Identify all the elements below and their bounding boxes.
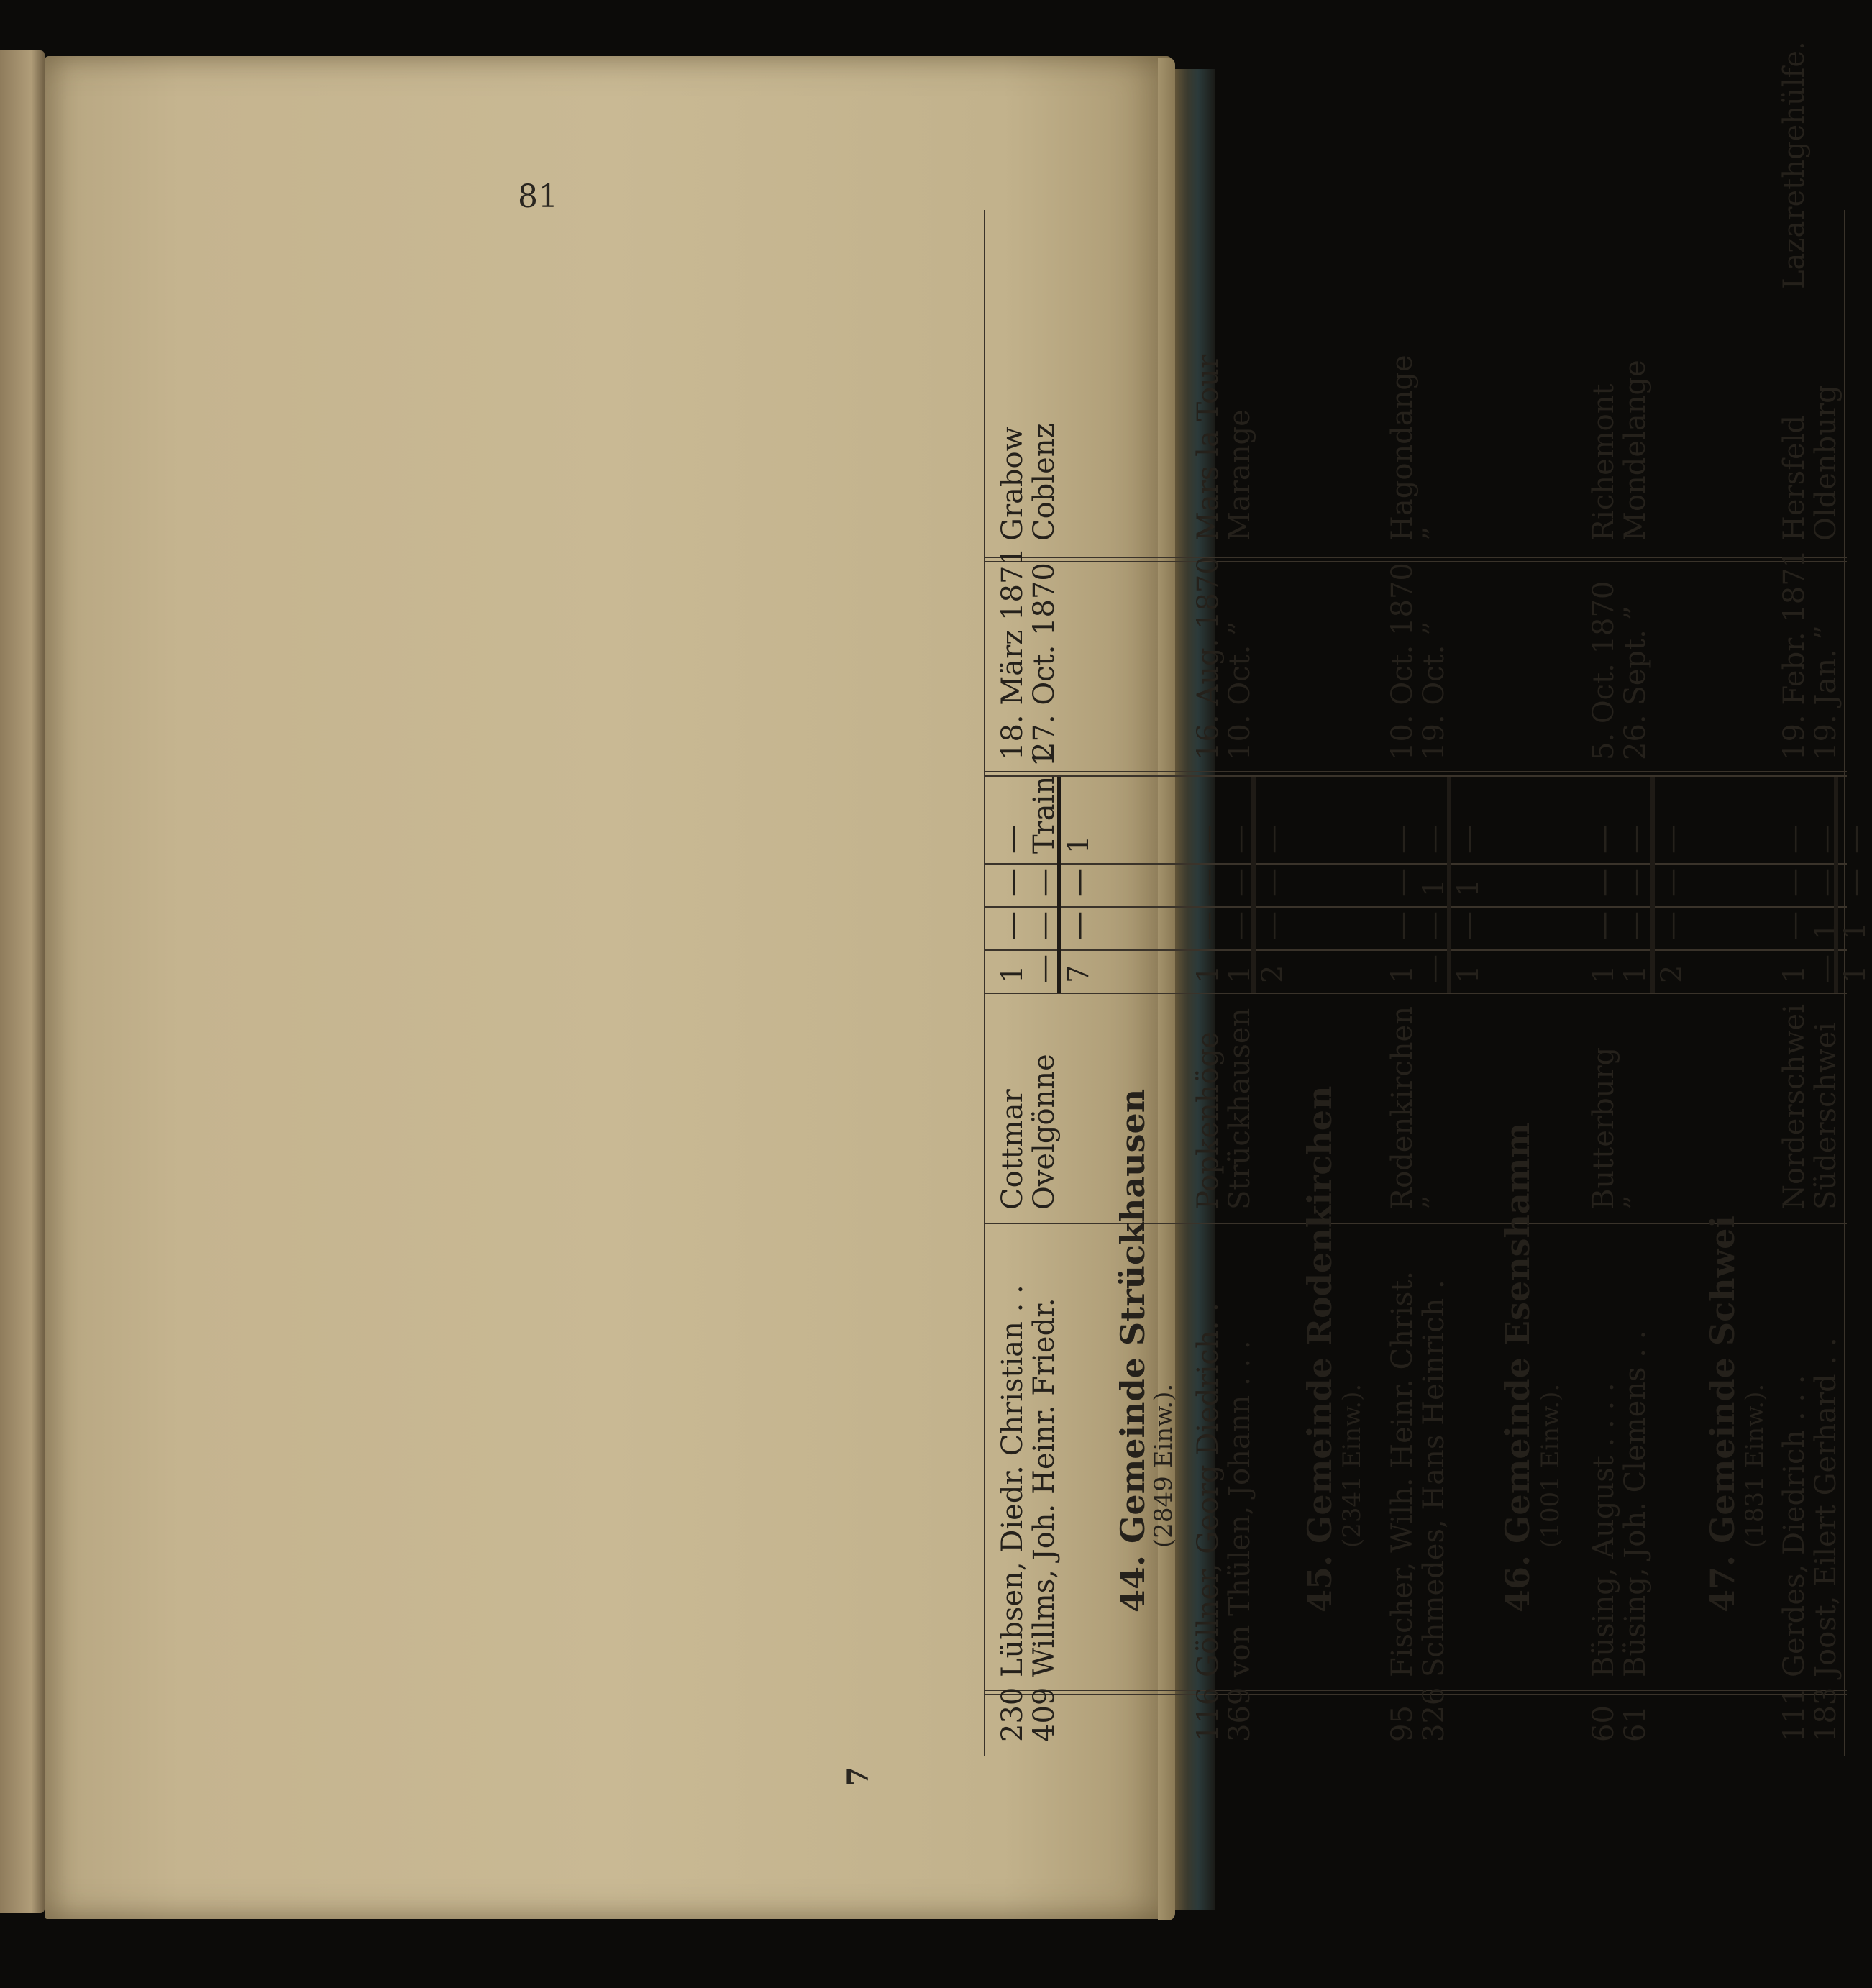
entry-c4: — bbox=[1386, 825, 1419, 854]
subtotal-c2: — bbox=[1656, 911, 1689, 940]
entry-place: Norderschwei bbox=[1778, 1004, 1811, 1210]
entry-name: Büsing, August . . . . bbox=[1587, 1382, 1620, 1677]
entry-nr: 95 bbox=[1386, 1705, 1419, 1742]
col-sep-place bbox=[984, 993, 1847, 994]
entry-c2: — bbox=[1028, 911, 1061, 940]
entry-c2: — bbox=[1619, 911, 1652, 940]
entry-date: 19. Oct. ” bbox=[1417, 621, 1451, 760]
entry-c1: 1 bbox=[996, 965, 1029, 983]
entry-c4: — bbox=[1223, 825, 1256, 854]
entry-c1: — bbox=[1809, 954, 1843, 983]
col-sep-c1 bbox=[984, 949, 1847, 951]
entry-place: Ovelgönne bbox=[1028, 1054, 1061, 1210]
section-subtitle: (2849 Einw.). bbox=[1149, 1383, 1178, 1548]
section-title: 45. Gemeinde Rodenkirchen bbox=[1300, 1085, 1339, 1613]
entry-c2: — bbox=[1417, 911, 1451, 940]
entry-place: ” bbox=[1417, 1195, 1451, 1210]
subtotal-rule bbox=[1834, 777, 1838, 993]
entry-date: 27. Oct. 1870 bbox=[1028, 562, 1061, 760]
entry-battle: Hersfeld bbox=[1778, 414, 1811, 541]
subtotal-c3: — bbox=[1256, 868, 1289, 897]
entry-c1: — bbox=[1417, 954, 1451, 983]
entry-c3: — bbox=[1619, 868, 1652, 897]
entry-c2: — bbox=[1778, 911, 1811, 940]
entry-c3: — bbox=[1778, 868, 1811, 897]
entry-date: 10. Oct. ” bbox=[1223, 621, 1256, 760]
entry-c3: — bbox=[1192, 868, 1225, 897]
entry-battle: Coblenz bbox=[1028, 423, 1061, 541]
entry-place: Strückhausen bbox=[1223, 1008, 1256, 1210]
col-sep-c4 bbox=[984, 775, 1847, 777]
entry-c4: — bbox=[1778, 825, 1811, 854]
subtotal-c4: 1 bbox=[1062, 835, 1095, 854]
entry-date: 19. Febr. 1871 bbox=[1778, 549, 1811, 760]
subtotal-c3: — bbox=[1656, 868, 1689, 897]
subtotal-c1: 7 bbox=[1062, 965, 1095, 983]
subtotal-c1: 1 bbox=[1839, 965, 1872, 983]
entry-nr: 60 bbox=[1587, 1705, 1620, 1742]
entry-nr: 409 bbox=[1028, 1687, 1061, 1742]
entry-c1: — bbox=[1028, 954, 1061, 983]
subtotal-c2: — bbox=[1062, 911, 1095, 940]
col-sep-nr bbox=[984, 1694, 1847, 1695]
entry-name: Willms, Joh. Heinr. Friedr. bbox=[1028, 1298, 1061, 1677]
col-sep-c2 bbox=[984, 906, 1847, 908]
page-number: 81 bbox=[518, 178, 558, 215]
subtotal-c1: 1 bbox=[1452, 965, 1485, 983]
subtotal-c3: — bbox=[1062, 868, 1095, 897]
subtotal-rule bbox=[1650, 777, 1655, 993]
entry-name: von Thülen, Johann . . . bbox=[1223, 1340, 1256, 1677]
entry-c3: — bbox=[996, 868, 1029, 897]
subtotal-c3: — bbox=[1839, 868, 1872, 897]
col-sep-c3 bbox=[984, 863, 1847, 865]
left-page-edge bbox=[0, 50, 45, 1913]
entry-nr: 183 bbox=[1809, 1687, 1843, 1742]
entry-c3: — bbox=[1223, 868, 1256, 897]
casualty-table bbox=[984, 41, 1872, 1756]
entry-c4: — bbox=[1809, 825, 1843, 854]
entry-c1: 1 bbox=[1587, 965, 1620, 983]
entry-c1: 1 bbox=[1619, 965, 1652, 983]
entry-name: Göllner, Georg Diedrich. . bbox=[1192, 1303, 1225, 1677]
section-title: 44. Gemeinde Strückhausen bbox=[1113, 1088, 1152, 1613]
entry-c2: — bbox=[1223, 911, 1256, 940]
entry-date: 10. Oct. 1870 bbox=[1386, 562, 1419, 760]
subtotal-c1: 2 bbox=[1656, 965, 1689, 983]
section-subtitle: (1001 Einw.). bbox=[1536, 1383, 1565, 1548]
entry-c3: — bbox=[1386, 868, 1419, 897]
entry-name: Schmedes, Hans Heinrich . bbox=[1417, 1280, 1451, 1677]
entry-nr: 116 bbox=[1192, 1687, 1225, 1742]
subtotal-c1: 2 bbox=[1256, 965, 1289, 983]
entry-c4: — bbox=[1587, 825, 1620, 854]
entry-place: Cottmar bbox=[996, 1089, 1029, 1210]
entry-battle: Hagondange bbox=[1386, 355, 1419, 541]
entry-c2: — bbox=[1386, 911, 1419, 940]
entry-battle: Mars la Tour bbox=[1192, 354, 1225, 541]
entry-c1: 1 bbox=[1192, 965, 1225, 983]
entry-c1: 1 bbox=[1778, 965, 1811, 983]
entry-c2: 1 bbox=[1809, 921, 1843, 940]
entry-c3: — bbox=[1028, 868, 1061, 897]
subtotal-c2: 1 bbox=[1839, 921, 1872, 940]
entry-name: Fischer, Wilh. Heinr. Christ. bbox=[1386, 1270, 1419, 1677]
subtotal-c2: — bbox=[1256, 911, 1289, 940]
entry-place: ” bbox=[1619, 1195, 1652, 1210]
entry-battle: Oldenburg bbox=[1809, 385, 1843, 541]
subtotal-rule bbox=[1057, 777, 1061, 993]
col-sep-nr-double bbox=[984, 1690, 1847, 1691]
entry-c3: — bbox=[1587, 868, 1620, 897]
entry-c1: 1 bbox=[1223, 965, 1256, 983]
entry-c4: Train 1 bbox=[1028, 748, 1061, 854]
col-sep-c4-double bbox=[984, 771, 1847, 772]
entry-c1: 1 bbox=[1386, 965, 1419, 983]
entry-c4: — bbox=[1192, 825, 1225, 854]
entry-place: Rodenkirchen bbox=[1386, 1006, 1419, 1210]
entry-nr: 111 bbox=[1778, 1687, 1811, 1742]
entry-nr: 61 bbox=[1619, 1705, 1652, 1742]
footer-signature: 7 bbox=[841, 1766, 875, 1787]
subtotal-c4: — bbox=[1256, 825, 1289, 854]
entry-place: Butterburg bbox=[1587, 1047, 1620, 1210]
section-subtitle: (1831 Einw.). bbox=[1740, 1383, 1769, 1548]
entry-date: 18. März 1871 bbox=[996, 547, 1029, 760]
entry-c2: — bbox=[1192, 911, 1225, 940]
table-top-rule bbox=[984, 210, 985, 1756]
entry-battle: Richemont bbox=[1587, 383, 1620, 541]
entry-c4: — bbox=[1619, 825, 1652, 854]
entry-c4: — bbox=[996, 825, 1029, 854]
entry-date: 19. Jan. ” bbox=[1809, 625, 1843, 760]
subtotal-c4: — bbox=[1452, 825, 1485, 854]
entry-date: 26. Sept. ” bbox=[1619, 606, 1652, 760]
subtotal-c3: 1 bbox=[1452, 878, 1485, 897]
subtotal-c2: — bbox=[1452, 911, 1485, 940]
entry-nr: 369 bbox=[1223, 1687, 1256, 1742]
subtotal-rule bbox=[1251, 777, 1256, 993]
entry-name: Joost, Eilert Gerhard . . bbox=[1809, 1337, 1843, 1677]
table-bottom-rule bbox=[1844, 210, 1845, 1756]
entry-name: Lübsen, Diedr. Christian . . bbox=[996, 1285, 1029, 1677]
entry-c3: — bbox=[1809, 868, 1843, 897]
entry-place: Süderschwei bbox=[1809, 1022, 1843, 1210]
section-subtitle: (2341 Einw.). bbox=[1338, 1383, 1366, 1548]
entry-nr: 230 bbox=[996, 1687, 1029, 1742]
entry-c2: — bbox=[1587, 911, 1620, 940]
entry-c2: — bbox=[996, 911, 1029, 940]
entry-date: 16. Aug. 1870 bbox=[1192, 556, 1225, 760]
entry-battle: Marange bbox=[1223, 409, 1256, 541]
subtotal-c4: — bbox=[1656, 825, 1689, 854]
entry-nr: 326 bbox=[1417, 1687, 1451, 1742]
subtotal-rule bbox=[1447, 777, 1451, 993]
entry-name: Gerdes, Diedrich . . . bbox=[1778, 1374, 1811, 1677]
section-title: 47. Gemeinde Schwei bbox=[1703, 1216, 1742, 1613]
col-sep-date-double bbox=[984, 557, 1847, 558]
entry-place: Popkenhöge bbox=[1192, 1031, 1225, 1210]
entry-battle: Grabow bbox=[996, 427, 1029, 541]
entry-date: 5. Oct. 1870 bbox=[1587, 580, 1620, 760]
entry-c3: 1 bbox=[1417, 878, 1451, 897]
entry-name: Büsing, Joh. Clemens . . bbox=[1619, 1330, 1652, 1677]
entry-battle: Mondelange bbox=[1619, 360, 1652, 541]
entry-c4: — bbox=[1417, 825, 1451, 854]
subtotal-c4: — bbox=[1839, 825, 1872, 854]
entry-battle: ” bbox=[1417, 526, 1451, 541]
entry-remark: Lazarethgehülfe. bbox=[1778, 41, 1811, 289]
section-title: 46. Gemeinde Esenshamm bbox=[1498, 1122, 1537, 1613]
